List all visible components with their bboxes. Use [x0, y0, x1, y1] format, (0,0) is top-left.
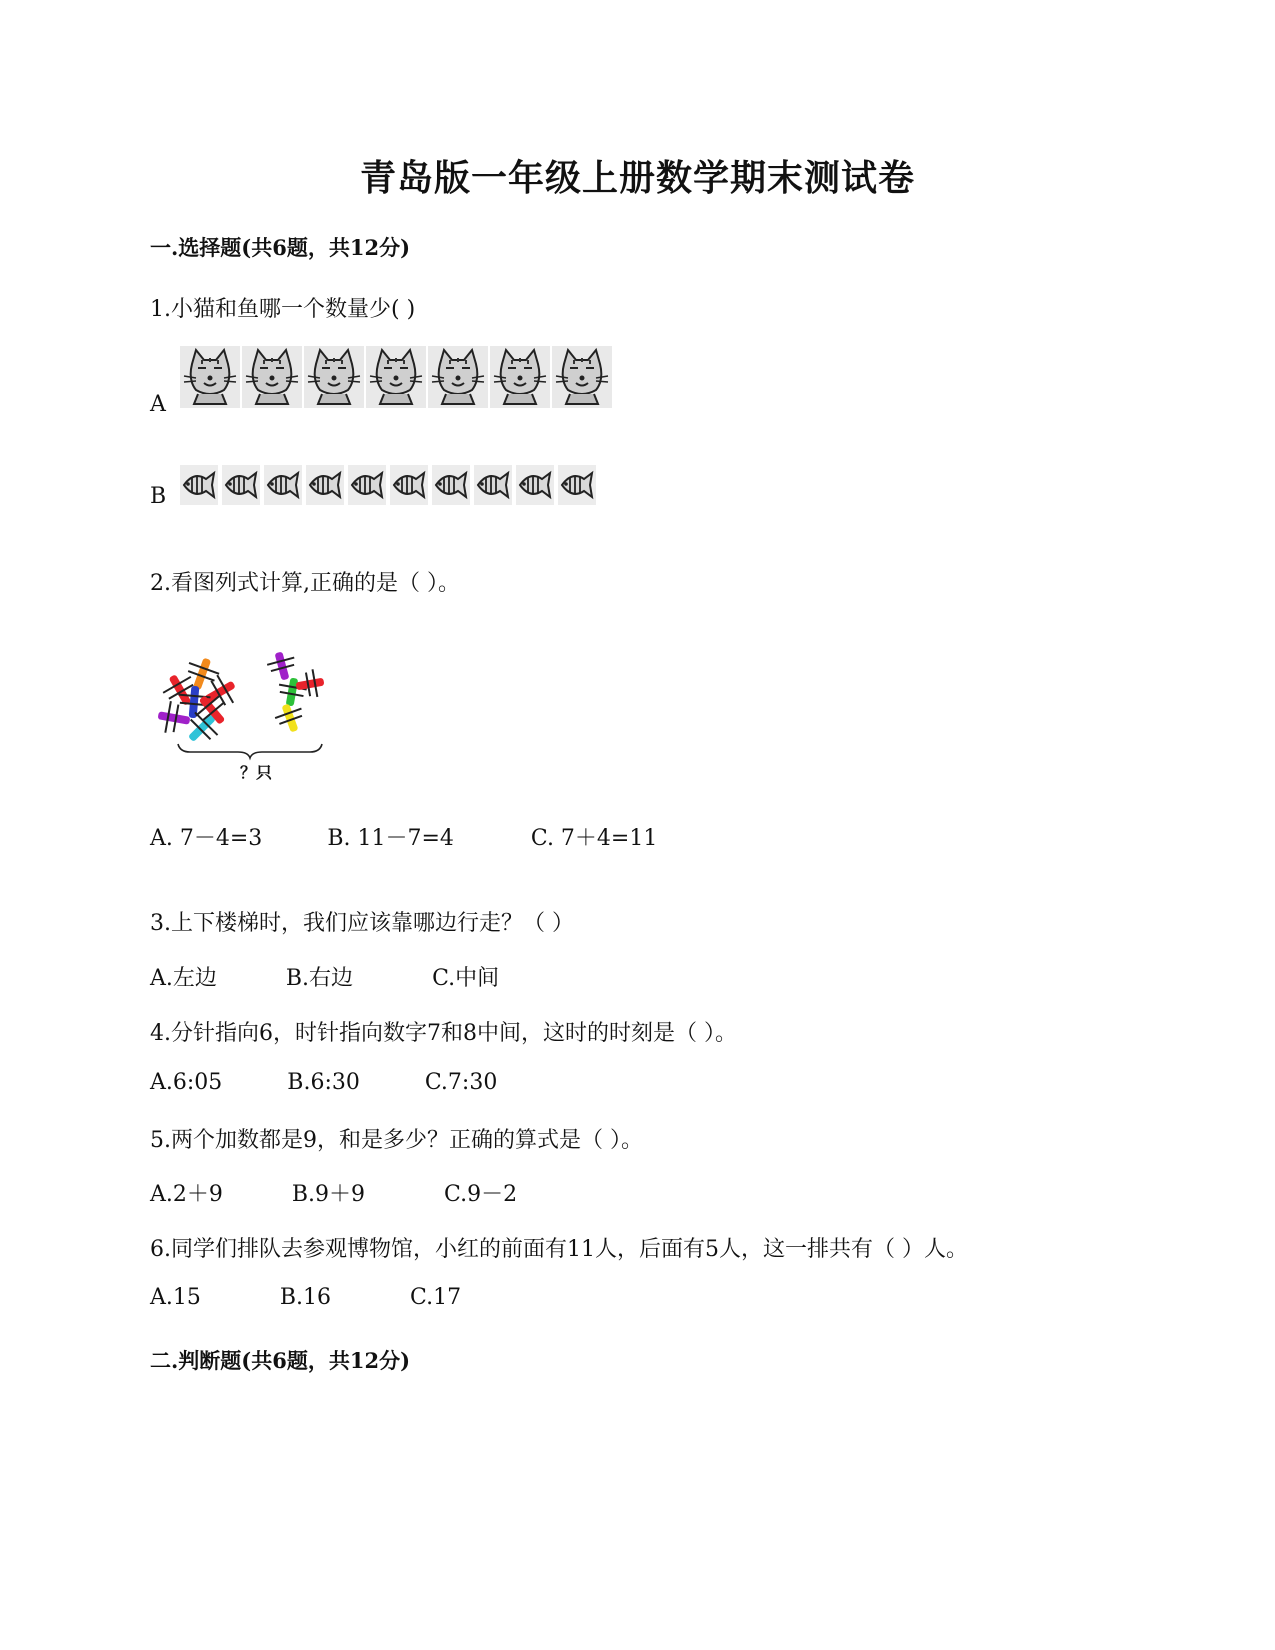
fish-picture: [180, 465, 218, 505]
question-3-option-c: C.中间: [432, 966, 500, 991]
question-6-option-a: A.15: [150, 1285, 201, 1310]
fish-picture: [474, 465, 512, 505]
question-2-option-a: A. 7－4=3: [150, 826, 263, 851]
page-title: 青岛版一年级上册数学期末测试卷: [359, 157, 915, 199]
question-5-option-c: C.9－2: [444, 1182, 518, 1207]
cat-picture: [304, 346, 364, 408]
cat-picture: [180, 346, 240, 408]
question-3-options: [150, 961, 499, 992]
section-choice-heading: 一.选择题(共6题，共12分): [150, 235, 411, 260]
fish-picture: [390, 465, 428, 505]
question-3-text: 3.上下楼梯时，我们应该靠哪边行走？（ ）: [150, 911, 574, 936]
question-1-option-b-label: B: [150, 484, 167, 509]
question-2-text: 2.看图列式计算,正确的是（ ）。: [150, 571, 460, 596]
fish-picture: [432, 465, 470, 505]
question-1-option-a-label: A: [150, 392, 166, 417]
fish-picture: [222, 465, 260, 505]
dragonfly-total-label: ？只: [240, 763, 273, 782]
question-3-option-a: A.左边: [150, 966, 217, 991]
fish-picture: [558, 465, 596, 505]
dragonfly-illustration: [150, 652, 335, 787]
cat-picture: [242, 346, 302, 408]
question-5-option-b: B.9＋9: [291, 1182, 366, 1207]
question-6-text: 6.同学们排队去参观博物馆，小红的前面有11人，后面有5人，这一排共有（ ）人。: [150, 1237, 968, 1262]
fish-picture: [348, 465, 386, 505]
dragonfly-group-right: [265, 652, 326, 736]
question-2-option-b: B. 11－7=4: [327, 826, 454, 851]
fish-picture: [306, 465, 344, 505]
cat-picture-row: [180, 346, 614, 408]
cat-picture: [490, 346, 550, 408]
question-5-options: [150, 1177, 517, 1208]
question-6-options: [150, 1285, 461, 1310]
cat-picture: [366, 346, 426, 408]
question-2-options: [150, 821, 657, 852]
question-3-option-b: B.右边: [285, 966, 354, 991]
question-5-option-a: A.2＋9: [150, 1182, 223, 1207]
dragonfly-figure: [150, 652, 335, 787]
question-1-text: 1.小猫和鱼哪一个数量少( ): [150, 297, 416, 322]
question-4-text: 4.分针指向6，时针指向数字7和8中间，这时的时刻是（ ）。: [150, 1021, 737, 1046]
question-4-option-b: B.6:30: [287, 1070, 360, 1095]
fish-picture: [516, 465, 554, 505]
cat-picture: [552, 346, 612, 408]
fish-picture: [264, 465, 302, 505]
fish-picture-row: [180, 465, 600, 505]
question-4-option-a: A.6:05: [150, 1070, 223, 1095]
question-4-option-c: C.7:30: [424, 1070, 498, 1095]
question-6-option-b: B.16: [279, 1285, 332, 1310]
question-6-option-c: C.17: [410, 1285, 462, 1310]
question-5-text: 5.两个加数都是9，和是多少？正确的算式是（ ）。: [150, 1128, 643, 1153]
cat-picture: [428, 346, 488, 408]
question-2-option-c: C. 7＋4=11: [530, 826, 658, 851]
section-judgement-heading: 二.判断题(共6题，共12分): [150, 1348, 411, 1373]
dragonfly-group-left: [155, 653, 241, 750]
question-4-options: [150, 1070, 497, 1095]
